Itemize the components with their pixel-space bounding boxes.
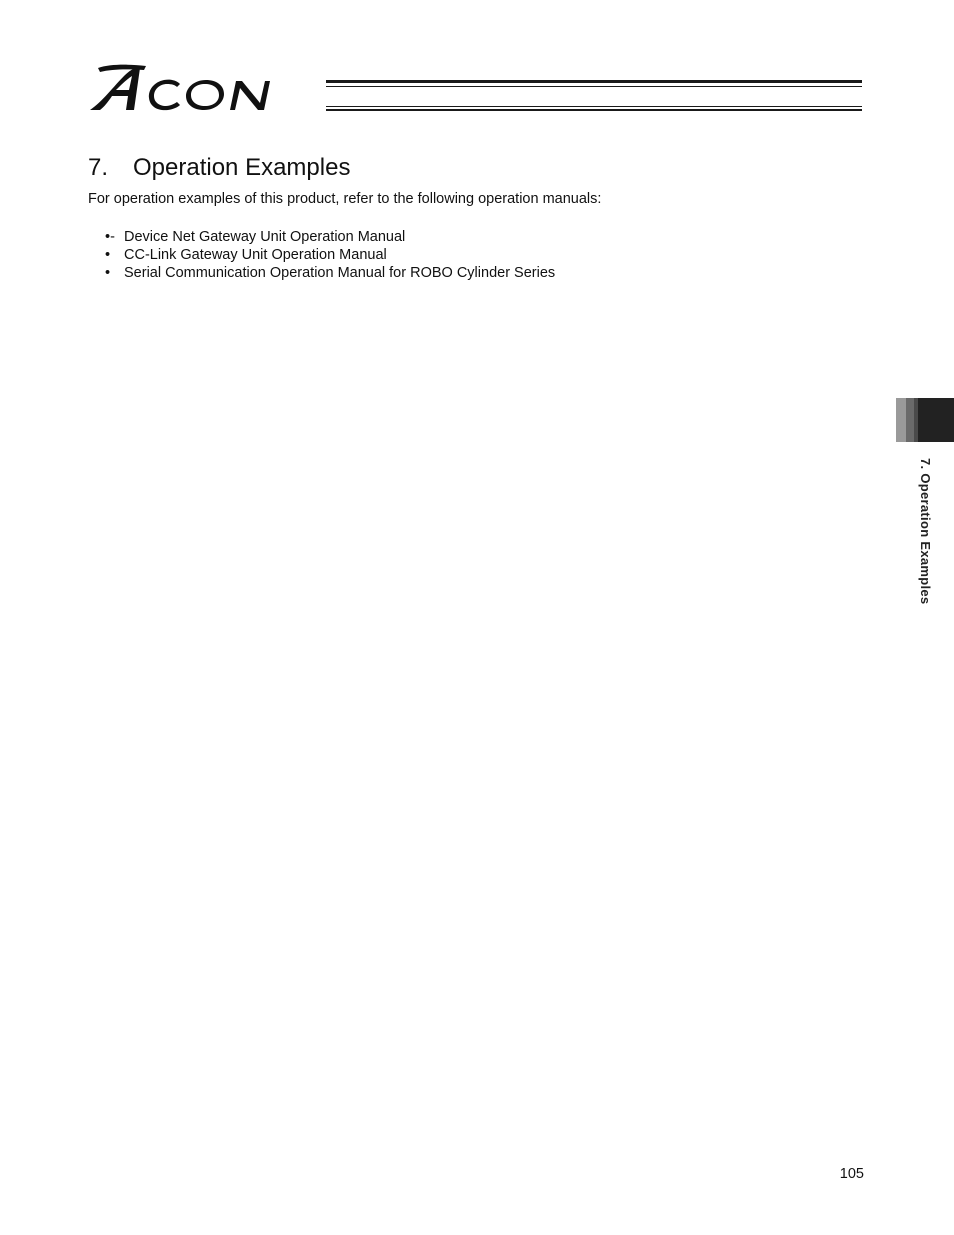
chapter-tab-label: 7. Operation Examples xyxy=(918,458,933,605)
section-number: 7. xyxy=(88,154,109,181)
header-rule xyxy=(326,109,862,111)
list-item xyxy=(105,246,555,264)
section-title-text: Operation Examples xyxy=(133,154,351,181)
manual-title: Device Net Gateway Unit Operation Manual xyxy=(124,229,406,245)
acon-logo-mark xyxy=(88,62,328,116)
bullet: •- xyxy=(105,229,115,245)
header-rule-lines xyxy=(326,80,862,112)
header-rule xyxy=(326,106,862,107)
list-item xyxy=(105,264,555,282)
header-rule xyxy=(326,80,862,83)
bullet: • xyxy=(105,247,111,263)
intro-paragraph: For operation examples of this product, refer to the following operation manuals: xyxy=(88,191,602,207)
list-item xyxy=(105,228,555,246)
page-number: 105 xyxy=(839,1166,864,1182)
section-title xyxy=(88,154,350,182)
header-rule xyxy=(326,86,862,87)
bullet: • xyxy=(105,265,111,281)
chapter-tab-marker xyxy=(896,398,954,442)
manual-title: Serial Communication Operation Manual for ROBO Cylinder Series xyxy=(124,265,556,281)
manual-title: CC-Link Gateway Unit Operation Manual xyxy=(124,247,387,263)
acon-logo xyxy=(88,62,328,116)
manual-list xyxy=(105,228,555,282)
